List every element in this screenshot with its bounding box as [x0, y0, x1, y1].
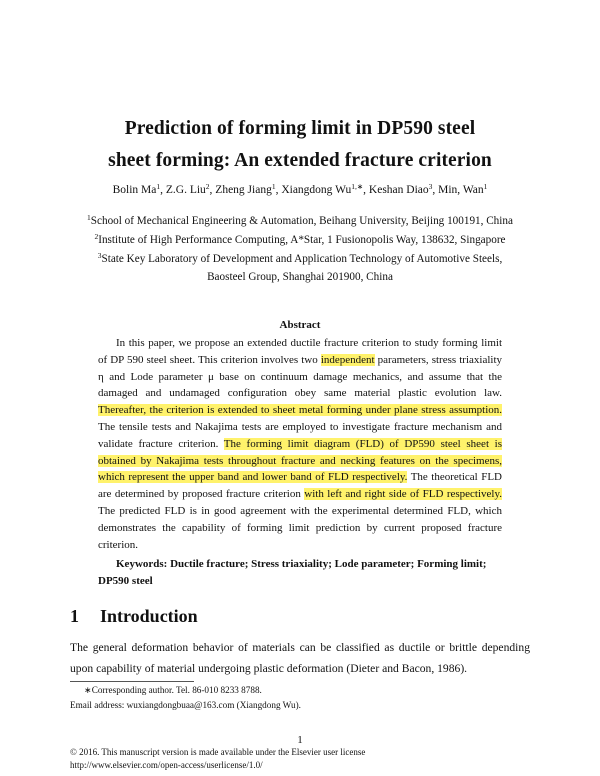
- author-list: [40, 184, 560, 196]
- footnote-corresponding: ∗Corresponding author. Tel. 86-010 8233 8788.: [84, 685, 262, 695]
- author-affiliation-marker: 2: [205, 182, 210, 191]
- author-affiliation-marker: 1: [483, 182, 488, 191]
- abstract-text: parameters, stress triaxiality η and Lode parameter μ base on continuum damage mechanics, and assume that the damaged and undamaged configuration obey same material plastic evolution law.: [98, 353, 502, 400]
- author-separator: ,: [160, 184, 166, 196]
- affiliation-list: [60, 212, 540, 287]
- author-name: Bolin Ma: [112, 184, 157, 196]
- abstract-text: The predicted FLD is in good agreement with the experimental determined FLD, which demonstrates the capability of forming limit prediction by current proposed fracture criterion.: [98, 504, 502, 551]
- affiliation-text: Baosteel Group, Shanghai 201900, China: [207, 271, 393, 284]
- abstract-heading: Abstract: [279, 319, 321, 331]
- section-title: Introduction: [100, 606, 198, 626]
- abstract-body: [98, 335, 502, 553]
- title-line-1: Prediction of forming limit in DP590 steel: [124, 118, 476, 139]
- abstract-highlight: independent: [320, 353, 375, 366]
- author-name: Min, Wan: [438, 184, 484, 196]
- abstract-text: In this paper, we propose an extended ductile fracture criterion to study forming limit of DP 590 steel sheet. This criterion involves two: [98, 337, 502, 366]
- keywords: Keywords: Ductile fracture; Stress triaxiality; Lode parameter; Forming limit; DP590 steel: [98, 558, 487, 587]
- author-affiliation-marker: 1,∗: [351, 182, 364, 191]
- affiliation-text: School of Mechanical Engineering & Automation, Beihang University, Beijing 100191, China: [90, 215, 513, 227]
- author-separator: ,: [209, 184, 216, 196]
- abstract-highlight: with left and right side of FLD respectively.: [304, 488, 503, 501]
- author-separator: ,: [432, 184, 439, 196]
- abstract-highlight: The forming limit diagram (FLD) of DP590 steel sheet is obtained by Nakajima tests throughout fracture and necking features on the specimens, which represent the upper band and lower band of FLD respectively.: [98, 437, 502, 484]
- abstract-text: The theoretical FLD are determined by proposed fracture criterion: [98, 471, 502, 501]
- author-name: Xiangdong Wu: [281, 184, 352, 196]
- title-line-2: sheet forming: An extended fracture criterion: [108, 150, 492, 171]
- affiliation-line: [60, 250, 540, 269]
- affiliation-marker: 3: [97, 250, 102, 260]
- license-notice: [70, 746, 365, 772]
- intro-paragraph: The general deformation behavior of materials can be classified as ductile or brittle depending upon capability of material undergoing plastic deformation (Dieter and Bacon, 1986).: [70, 641, 530, 675]
- abstract-text: The tensile tests and Nakajima tests are employed to investigate fracture mechanism and validate fracture criterion.: [98, 420, 502, 450]
- author-name: Z.G. Liu: [165, 184, 206, 196]
- affiliation-text: State Key Laboratory of Development and Application Technology of Automotive Steels,: [101, 252, 503, 265]
- paper-title: [40, 113, 560, 177]
- author-separator: ,: [275, 184, 282, 196]
- affiliation-line: [60, 268, 540, 287]
- affiliation-marker: 2: [94, 231, 99, 241]
- footnote-email: Email address: wuxiangdongbuaa@163.com (Xiangdong Wu).: [70, 699, 301, 710]
- author-name: Zheng Jiang: [215, 184, 272, 196]
- affiliation-line: [60, 212, 540, 231]
- affiliation-text: Institute of High Performance Computing, A*Star, 1 Fusionopolis Way, 138632, Singapore: [98, 233, 506, 246]
- section-heading: [70, 606, 198, 627]
- author-affiliation-marker: 1: [271, 182, 276, 191]
- abstract-highlight: Thereafter, the criterion is extended to sheet metal forming under plane stress assumption.: [98, 404, 502, 417]
- footnote-rule: [70, 681, 194, 682]
- author-affiliation-marker: 1: [156, 182, 161, 191]
- author-name: Keshan Diao: [368, 184, 429, 196]
- author-separator: ,: [363, 184, 369, 196]
- page-number: 1: [297, 734, 303, 746]
- section-number: 1: [70, 606, 79, 626]
- license-url[interactable]: http://www.elsevier.com/open-access/userlicense/1.0/: [70, 760, 263, 770]
- footnotes: [70, 683, 530, 712]
- author-affiliation-marker: 3: [428, 182, 433, 191]
- affiliation-marker: 1: [87, 213, 91, 222]
- license-line-1: © 2016. This manuscript version is made available under the Elsevier user license: [70, 747, 366, 757]
- affiliation-line: [60, 231, 540, 250]
